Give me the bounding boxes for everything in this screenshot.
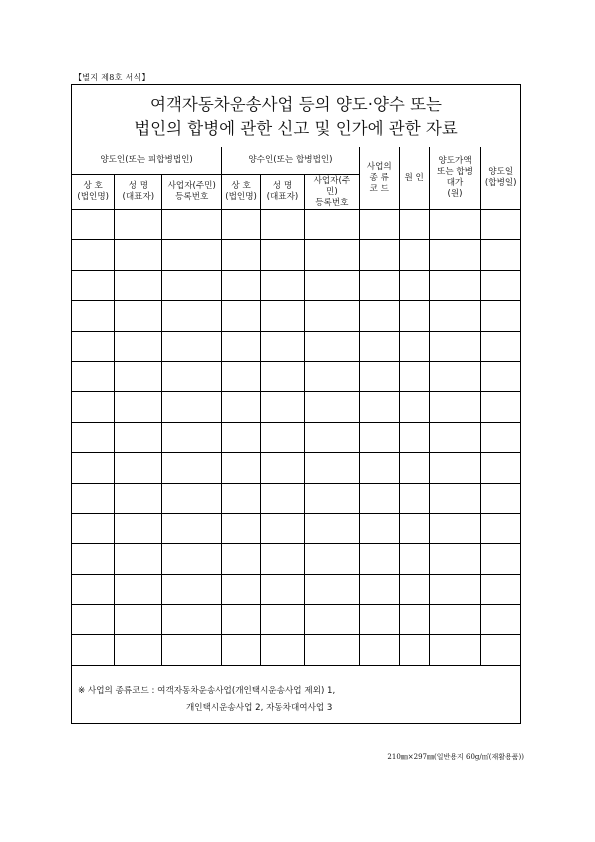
form-number-label: 【별지 제8호 서식】 — [74, 73, 150, 82]
table-cell[interactable] — [162, 422, 222, 452]
transferor-name-header: 성 명 (대표자) — [115, 175, 162, 210]
table-cell[interactable] — [115, 392, 162, 422]
transferee-regno-header: 사업자(주 민) 등록번호 — [304, 175, 359, 210]
table-cell[interactable] — [304, 483, 359, 513]
table-cell[interactable] — [399, 270, 429, 300]
table-row — [72, 210, 520, 240]
table-cell[interactable] — [399, 392, 429, 422]
table-cell[interactable] — [72, 210, 115, 240]
table-cell[interactable] — [399, 483, 429, 513]
table-cell[interactable] — [429, 544, 481, 574]
table-cell[interactable] — [222, 544, 261, 574]
table-cell[interactable] — [481, 331, 520, 361]
table-cell[interactable] — [359, 453, 399, 483]
reason-header: 원 인 — [399, 147, 429, 210]
transferee-trade-name-header: 상 호 (법인명) — [222, 175, 261, 210]
table-cell[interactable] — [72, 544, 115, 574]
table-cell[interactable] — [72, 574, 115, 604]
table-cell[interactable] — [261, 392, 305, 422]
table-cell[interactable] — [399, 422, 429, 452]
table-cell[interactable] — [115, 422, 162, 452]
table-cell[interactable] — [72, 635, 115, 665]
table-cell[interactable] — [481, 361, 520, 391]
table-cell[interactable] — [222, 635, 261, 665]
table-cell[interactable] — [399, 210, 429, 240]
table-cell[interactable] — [429, 210, 481, 240]
table-cell[interactable] — [72, 513, 115, 543]
table-cell[interactable] — [261, 422, 305, 452]
table-cell[interactable] — [304, 210, 359, 240]
table-cell[interactable] — [222, 301, 261, 331]
transferor-trade-name-header: 상 호 (법인명) — [72, 175, 115, 210]
table-cell[interactable] — [359, 513, 399, 543]
table-cell[interactable] — [359, 392, 399, 422]
table-cell[interactable] — [72, 483, 115, 513]
table-cell[interactable] — [481, 635, 520, 665]
table-cell[interactable] — [222, 513, 261, 543]
table-cell[interactable] — [261, 270, 305, 300]
table-cell[interactable] — [399, 240, 429, 270]
table-cell[interactable] — [261, 605, 305, 635]
table-cell[interactable] — [115, 331, 162, 361]
table-cell[interactable] — [481, 574, 520, 604]
paper-spec-footer: 210㎜×297㎜(일반용지 60g/㎡(재활용품)) — [387, 753, 524, 761]
business-type-code-header: 사업의 종 류 코 드 — [359, 147, 399, 210]
transfer-data-table — [72, 147, 520, 666]
table-cell[interactable] — [261, 361, 305, 391]
table-cell[interactable] — [399, 544, 429, 574]
table-cell[interactable] — [481, 270, 520, 300]
table-cell[interactable] — [222, 605, 261, 635]
table-cell[interactable] — [359, 240, 399, 270]
table-body — [72, 210, 520, 666]
table-cell[interactable] — [162, 453, 222, 483]
table-cell[interactable] — [72, 605, 115, 635]
date-header: 양도일 (합병일) — [481, 147, 520, 210]
table-cell[interactable] — [399, 574, 429, 604]
table-cell[interactable] — [72, 422, 115, 452]
table-cell[interactable] — [222, 392, 261, 422]
table-cell[interactable] — [115, 210, 162, 240]
table-cell[interactable] — [304, 422, 359, 452]
table-cell[interactable] — [261, 240, 305, 270]
table-cell[interactable] — [261, 483, 305, 513]
table-row — [72, 331, 520, 361]
table-row — [72, 544, 520, 574]
table-row — [72, 361, 520, 391]
table-cell[interactable] — [162, 544, 222, 574]
transferor-group-header: 양도인(또는 피합병법인) — [72, 147, 222, 175]
table-cell[interactable] — [399, 331, 429, 361]
table-cell[interactable] — [359, 301, 399, 331]
table-cell[interactable] — [162, 210, 222, 240]
table-cell[interactable] — [359, 361, 399, 391]
table-cell[interactable] — [72, 240, 115, 270]
table-cell[interactable] — [429, 331, 481, 361]
table-cell[interactable] — [162, 331, 222, 361]
table-cell[interactable] — [304, 635, 359, 665]
table-cell[interactable] — [162, 605, 222, 635]
table-row — [72, 301, 520, 331]
table-cell[interactable] — [115, 483, 162, 513]
table-cell[interactable] — [481, 483, 520, 513]
table-cell[interactable] — [222, 240, 261, 270]
table-cell[interactable] — [261, 301, 305, 331]
table-cell[interactable] — [481, 240, 520, 270]
table-cell[interactable] — [429, 301, 481, 331]
title-line-2: 법인의 합병에 관한 신고 및 인가에 관한 자료 — [134, 119, 458, 138]
table-cell[interactable] — [481, 453, 520, 483]
table-row — [72, 513, 520, 543]
table-row — [72, 453, 520, 483]
table-cell[interactable] — [359, 605, 399, 635]
table-cell[interactable] — [359, 422, 399, 452]
table-cell[interactable] — [115, 361, 162, 391]
table-cell[interactable] — [304, 331, 359, 361]
table-cell[interactable] — [115, 513, 162, 543]
table-cell[interactable] — [72, 361, 115, 391]
table-cell[interactable] — [261, 574, 305, 604]
table-cell[interactable] — [481, 544, 520, 574]
table-cell[interactable] — [429, 361, 481, 391]
table-cell[interactable] — [261, 513, 305, 543]
price-header: 양도가액 또는 합병 대가 (원) — [429, 147, 481, 210]
table-row — [72, 483, 520, 513]
table-cell[interactable] — [72, 301, 115, 331]
table-row — [72, 240, 520, 270]
table-cell[interactable] — [72, 453, 115, 483]
table-row — [72, 574, 520, 604]
table-cell[interactable] — [261, 331, 305, 361]
table-cell[interactable] — [359, 544, 399, 574]
table-cell[interactable] — [429, 270, 481, 300]
table-row — [72, 605, 520, 635]
table-cell[interactable] — [72, 392, 115, 422]
table-cell[interactable] — [72, 270, 115, 300]
table-cell[interactable] — [162, 392, 222, 422]
table-cell[interactable] — [162, 574, 222, 604]
table-cell[interactable] — [162, 270, 222, 300]
table-cell[interactable] — [399, 605, 429, 635]
table-cell[interactable] — [429, 453, 481, 483]
table-cell[interactable] — [115, 574, 162, 604]
table-cell[interactable] — [429, 513, 481, 543]
transferee-group-header: 양수인(또는 합병법인) — [222, 147, 360, 175]
form-frame — [71, 84, 521, 724]
table-cell[interactable] — [304, 574, 359, 604]
table-cell[interactable] — [359, 270, 399, 300]
table-cell[interactable] — [222, 422, 261, 452]
table-cell[interactable] — [222, 361, 261, 391]
table-cell[interactable] — [72, 331, 115, 361]
table-cell[interactable] — [481, 301, 520, 331]
table-cell[interactable] — [304, 605, 359, 635]
table-cell[interactable] — [399, 301, 429, 331]
form-title — [72, 93, 520, 141]
table-cell[interactable] — [429, 574, 481, 604]
table-cell[interactable] — [162, 361, 222, 391]
table-cell[interactable] — [304, 513, 359, 543]
table-cell[interactable] — [304, 361, 359, 391]
table-cell[interactable] — [304, 270, 359, 300]
table-cell[interactable] — [162, 483, 222, 513]
table-cell[interactable] — [261, 210, 305, 240]
table-cell[interactable] — [304, 453, 359, 483]
table-cell[interactable] — [261, 544, 305, 574]
table-cell[interactable] — [399, 635, 429, 665]
table-cell[interactable] — [429, 483, 481, 513]
table-cell[interactable] — [115, 635, 162, 665]
transferee-name-header: 성 명 (대표자) — [261, 175, 305, 210]
table-cell[interactable] — [115, 240, 162, 270]
table-cell[interactable] — [359, 483, 399, 513]
table-cell[interactable] — [222, 270, 261, 300]
note-line-1: ※ 사업의 종류코드 : 여객자동차운송사업(개인택시운송사업 제외) 1, — [78, 686, 336, 696]
table-cell[interactable] — [304, 392, 359, 422]
table-cell[interactable] — [162, 635, 222, 665]
table-cell[interactable] — [304, 544, 359, 574]
table-cell[interactable] — [429, 635, 481, 665]
table-cell[interactable] — [399, 453, 429, 483]
table-cell[interactable] — [162, 240, 222, 270]
table-cell[interactable] — [399, 513, 429, 543]
table-cell[interactable] — [115, 270, 162, 300]
table-cell[interactable] — [481, 605, 520, 635]
title-line-1: 여객자동차운송사업 등의 양도·양수 또는 — [150, 95, 442, 114]
table-cell[interactable] — [222, 574, 261, 604]
table-cell[interactable] — [115, 453, 162, 483]
table-row — [72, 635, 520, 665]
table-cell[interactable] — [359, 210, 399, 240]
table-cell[interactable] — [359, 574, 399, 604]
table-cell[interactable] — [304, 301, 359, 331]
table-cell[interactable] — [429, 422, 481, 452]
table-cell[interactable] — [115, 544, 162, 574]
table-cell[interactable] — [222, 210, 261, 240]
table-row — [72, 392, 520, 422]
table-cell[interactable] — [222, 453, 261, 483]
table-cell[interactable] — [429, 240, 481, 270]
table-cell[interactable] — [115, 605, 162, 635]
table-cell[interactable] — [162, 513, 222, 543]
table-cell[interactable] — [429, 605, 481, 635]
table-cell[interactable] — [261, 635, 305, 665]
table-cell[interactable] — [429, 392, 481, 422]
table-row — [72, 422, 520, 452]
table-cell[interactable] — [481, 392, 520, 422]
table-cell[interactable] — [162, 301, 222, 331]
table-cell[interactable] — [115, 301, 162, 331]
table-cell[interactable] — [261, 453, 305, 483]
table-cell[interactable] — [399, 361, 429, 391]
table-cell[interactable] — [304, 240, 359, 270]
table-cell[interactable] — [359, 635, 399, 665]
transferor-regno-header: 사업자(주민) 등록번호 — [162, 175, 222, 210]
table-cell[interactable] — [222, 483, 261, 513]
table-cell[interactable] — [359, 331, 399, 361]
note-line-2: 개인택시운송사업 2, 자동차대여사업 3 — [186, 703, 333, 713]
table-cell[interactable] — [222, 331, 261, 361]
business-code-note — [78, 683, 335, 717]
table-row — [72, 270, 520, 300]
table-cell[interactable] — [481, 210, 520, 240]
table-cell[interactable] — [481, 513, 520, 543]
table-cell[interactable] — [481, 422, 520, 452]
